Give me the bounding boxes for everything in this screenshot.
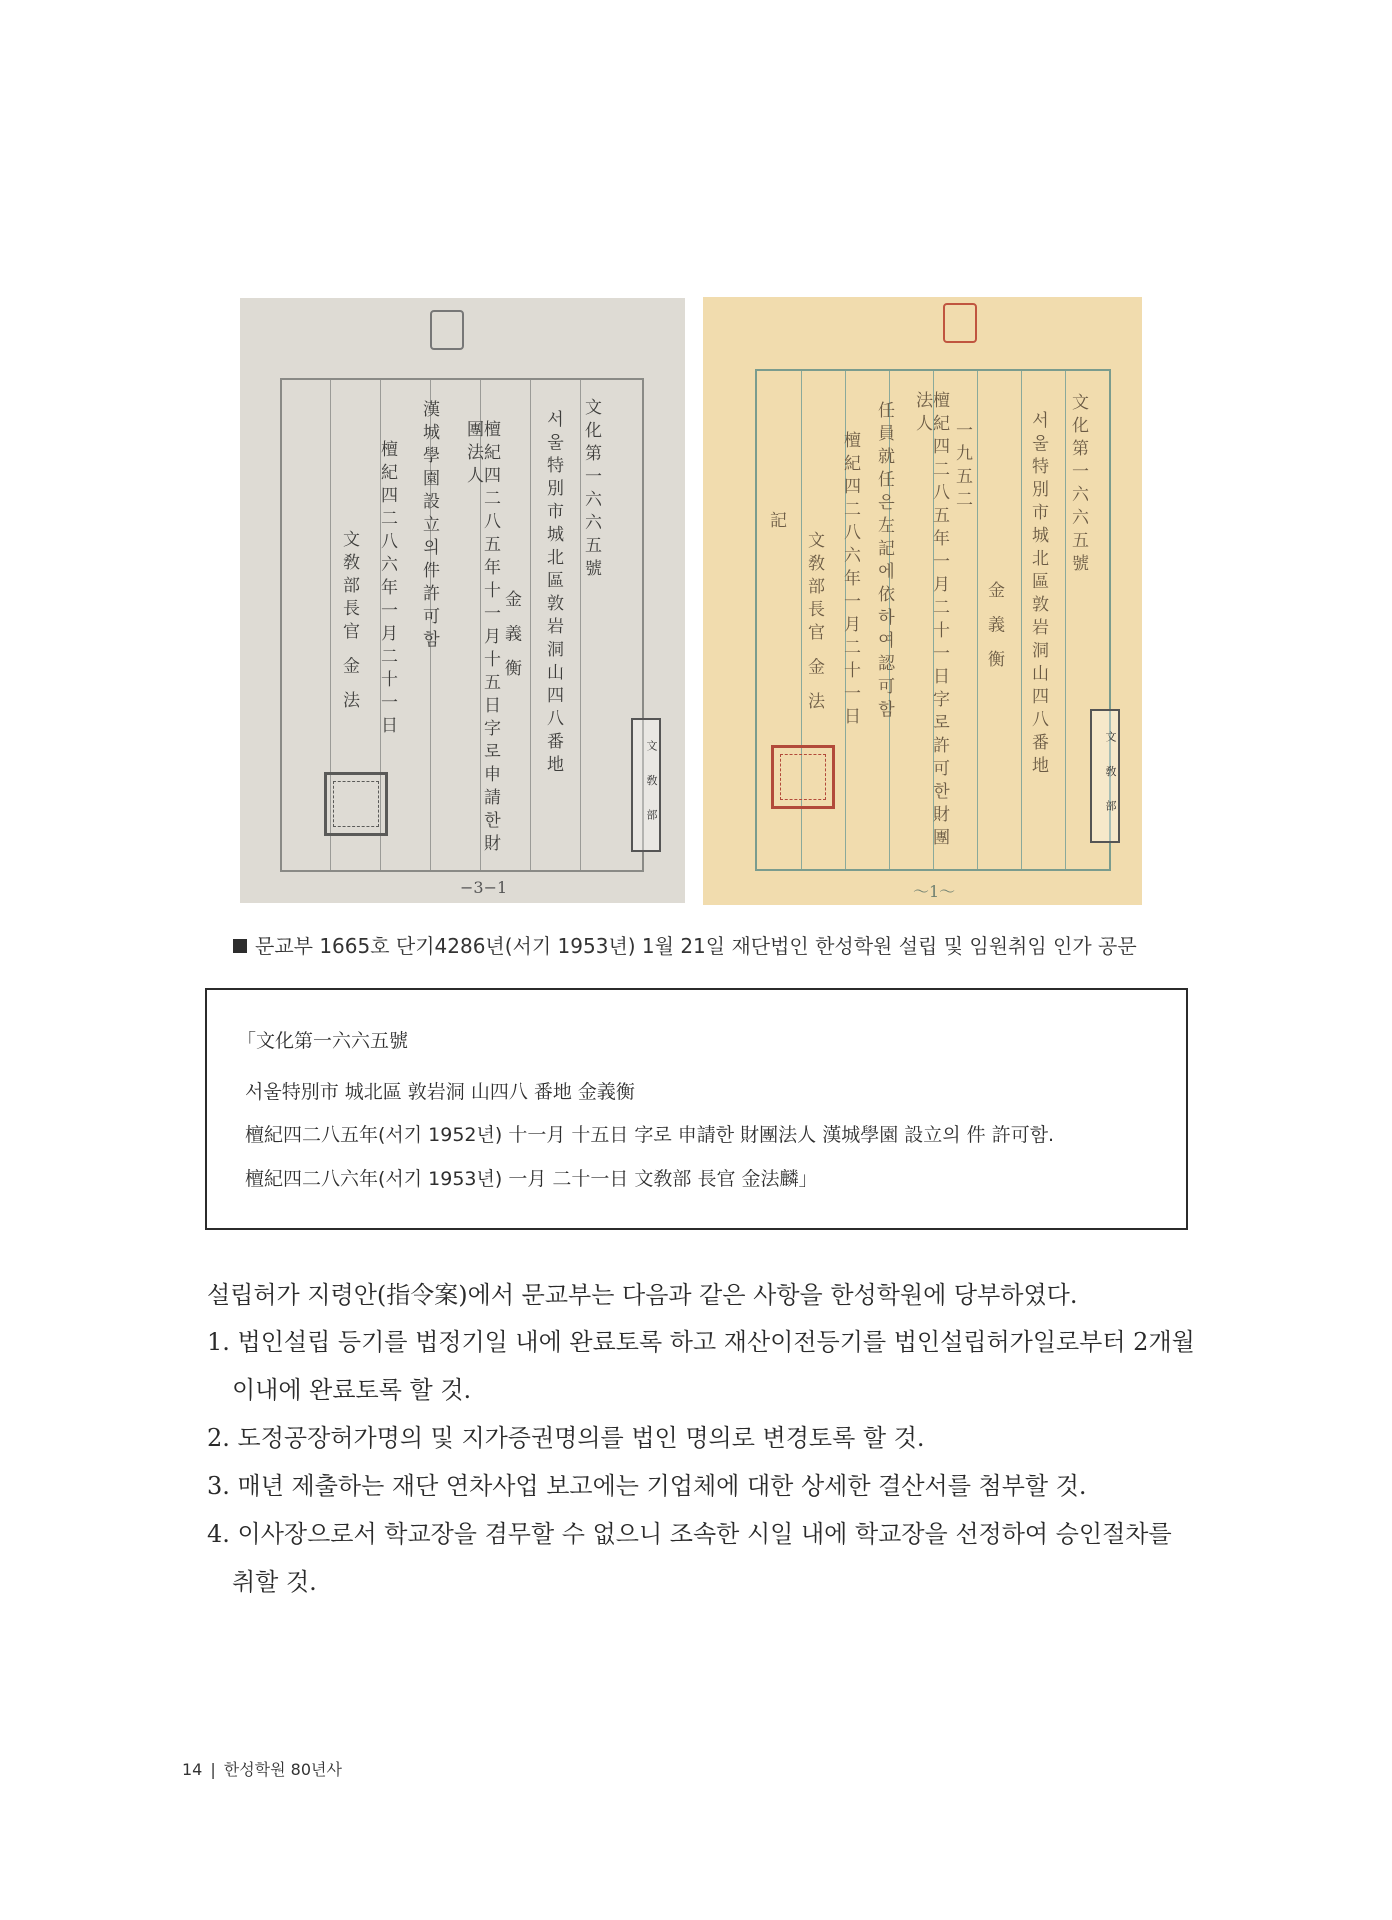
document-column: 任員就任은左記에依하여認可함 [874, 401, 894, 723]
figure-caption [233, 930, 1233, 959]
document-column: 一九五二 [952, 421, 972, 513]
registry-seal [943, 303, 977, 343]
document-column: 漢城學園設立의件許可함 [419, 400, 439, 653]
archival-document-photo-right [703, 297, 1142, 905]
transcription-line: 檀紀四二八五年(서기 1952년) 十一月 十五日 字로 申請한 財團法人 漢城學園 設立의 件 許可함. [245, 1124, 1055, 1146]
document-column: 서울特別市城北區敦岩洞山四八番地 [1028, 411, 1048, 779]
list-item: 3. 매년 제출하는 재단 연차사업 보고에는 기업체에 대한 상세한 결산서를 첨부할 것. [207, 1472, 1087, 1500]
document-column: 文敎部長官 金 法 [804, 531, 824, 715]
document-column: 金 義 衡 [984, 581, 1004, 673]
transcription-line: 檀紀四二八六年(서기 1953년) 一月 二十一日 文敎部 長官 金法麟」 [245, 1168, 818, 1190]
document-column: 檀紀四二八五年十一月十五日字로申請한財團法人 [463, 420, 500, 857]
list-item: 1. 법인설립 등기를 법정기일 내에 완료토록 하고 재산이전등기를 법인설립허가일로부터 2개월 [207, 1328, 1195, 1356]
document-column: 檀紀四二八六年一月二十一日 [840, 431, 860, 730]
transcription-box [205, 988, 1188, 1230]
page-footer [182, 1757, 342, 1780]
ministry-label-box: 文 敎 部 [1090, 709, 1120, 843]
page-number: 14 [182, 1760, 203, 1779]
page-mark: 〜1〜 [913, 882, 956, 901]
square-bullet-icon [233, 939, 247, 953]
page-mark: −3−1 [460, 878, 508, 897]
list-item: 2. 도정공장허가명의 및 지가증권명의를 법인 명의로 변경토록 할 것. [207, 1424, 925, 1452]
registry-seal [430, 310, 464, 350]
book-title: 한성학원 80년사 [223, 1760, 342, 1779]
document-column: 文化第一六六五號 [581, 398, 601, 582]
document-column: 檀紀四二八六年一月二十一日 [377, 440, 397, 739]
official-seal-stamp [324, 772, 388, 836]
footer-separator: | [210, 1760, 216, 1779]
archival-document-photo-left [240, 298, 685, 903]
document-column: 文敎部長官 金 法 [339, 530, 359, 714]
document-column: 金 義 衡 [501, 590, 521, 682]
document-column: 檀紀四二八五年一月二十一日字로許可한財團法人 [912, 391, 949, 851]
transcription-line: 서울特別市 城北區 敦岩洞 山四八 番地 金義衡 [245, 1081, 635, 1103]
list-item-continuation: 취할 것. [232, 1568, 317, 1596]
document-column: 記 [766, 511, 786, 534]
list-item: 4. 이사장으로서 학교장을 겸무할 수 없으니 조속한 시일 내에 학교장을 선정하여 승인절차를 [207, 1520, 1172, 1548]
transcription-line: 「文化第一六六五號 [237, 1030, 409, 1052]
list-item-continuation: 이내에 완료토록 할 것. [232, 1376, 472, 1404]
ministry-label-box: 文 敎 部 [631, 718, 661, 852]
body-paragraph: 설립허가 지령안(指令案)에서 문교부는 다음과 같은 사항을 한성학원에 당부하였다. [207, 1281, 1078, 1309]
document-column: 서울特別市城北區敦岩洞山四八番地 [543, 410, 563, 778]
official-seal-stamp [771, 745, 835, 809]
caption-text: 문교부 1665호 단기4286년(서기 1953년) 1월 21일 재단법인 한성학원 설립 및 임원취임 인가 공문 [255, 934, 1137, 958]
document-column: 文化第一六六五號 [1068, 393, 1088, 577]
